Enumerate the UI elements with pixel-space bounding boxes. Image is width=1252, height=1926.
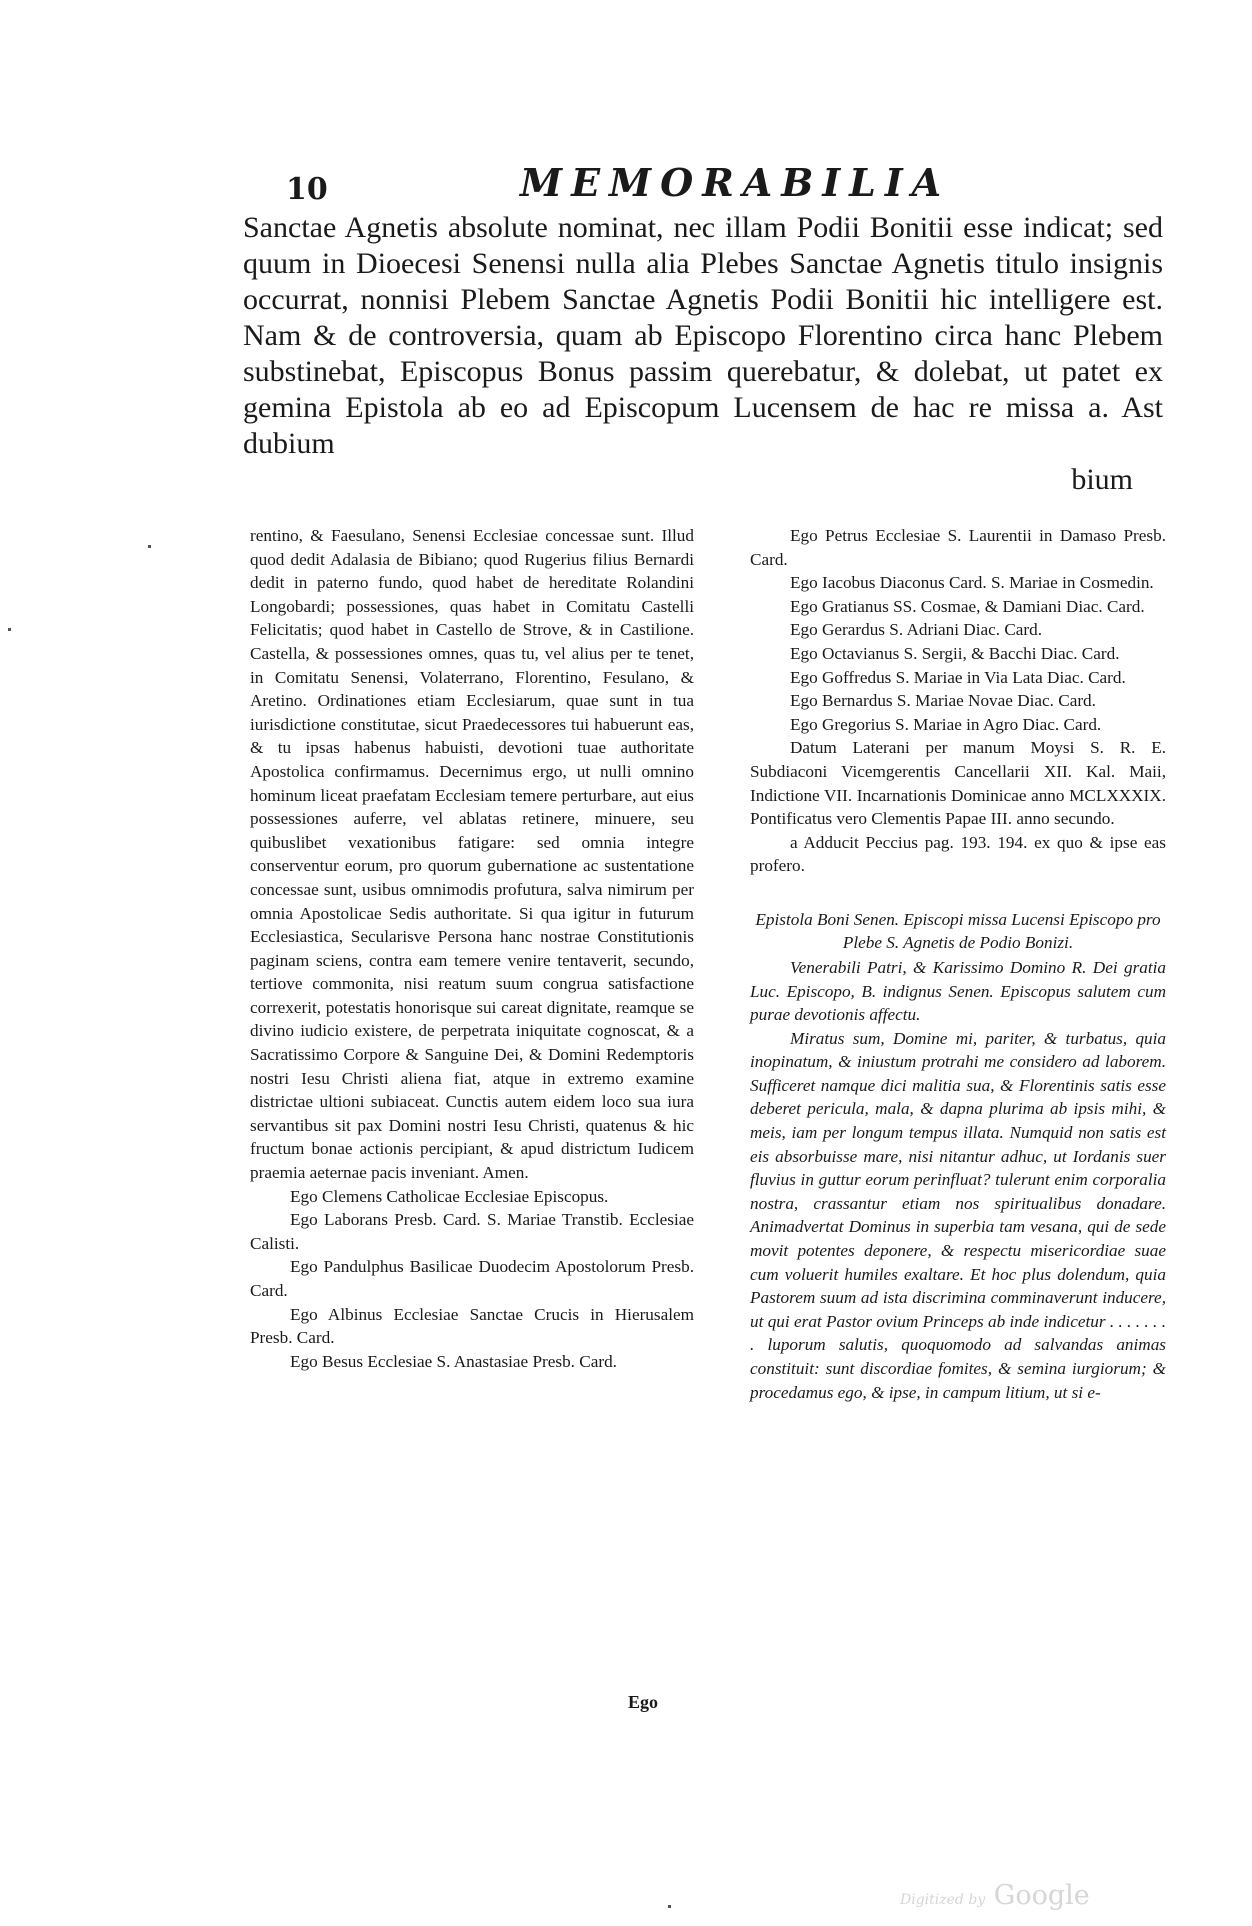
letter-salutation: Venerabili Patri, & Karissimo Domino R. Dei gratia Luc. Episcopo, B. indignus Senen. Episcopus salutem cum purae devotionis affectu. xyxy=(750,957,1166,1025)
signature-line: Ego Gerardus S. Adriani Diac. Card. xyxy=(790,620,1043,640)
signature-line: Ego Iacobus Diaconus Card. S. Mariae in Cosmedin. xyxy=(790,573,1154,593)
signature-line: Ego Pandulphus Basilicae Duodecim Apostolorum Presb. Card. xyxy=(250,1257,694,1300)
letter-body: Miratus sum, Domine mi, pariter, & turbatus, quia inopinatum, & iniustum protrahi me considero ad laborem. Sufficeret namque dici malitia sua, & Florentinis satis esse deberet pericula, mala, & dapna plurima ab ipsis mihi, & meis, iam per longum tempus illata. Numquid non satis est eis absorbuisse mare, nisi nitantur adhuc, ut Iordanis suer fluvius in guttur eorum perinfluat? tulerunt enim corporalia nostra, crassantur etiam nos spiritualibus donadare. Animadvertat Dominus in superbia tam vesana, qui de sede movit potentes deponere, & respectu misericordiae suae cum voluerit humiles exaltare. Et hoc plus dolendum, quia Pastorem suum ad ista discrimina comminaverunt inducere, ut qui erat Pastor ovium Princeps ab inde indicetur . . . . . . . . luporum salutis, quoquomodo ad salvandas animas constituit: sunt discordiae fomites, & semina iurgiorum; & procedamus ego, & ipse, in campum litium, ut si e- xyxy=(750,1028,1166,1402)
page-number: 10 xyxy=(286,172,328,207)
left-column xyxy=(250,524,694,1373)
signature-line: Ego Gratianus SS. Cosmae, & Damiani Diac. Card. xyxy=(790,596,1145,616)
main-paragraph xyxy=(243,210,1163,498)
left-column-catchword: Ego xyxy=(628,1692,659,1712)
watermark-prefix: Digitized by xyxy=(900,1892,986,1908)
scan-speck xyxy=(668,1905,671,1908)
letter-title: Epistola Boni Senen. Episcopi missa Lucensi Episcopo pro Plebe S. Agnetis de Podio Bonizi. xyxy=(755,909,1161,952)
signature-line: Ego Gregorius S. Mariae in Agro Diac. Card. xyxy=(790,714,1102,734)
main-catchword: bium xyxy=(1071,463,1133,496)
main-text-body: Sanctae Agnetis absolute nominat, nec illam Podii Bonitii esse indicat; sed quum in Dioecesi Senensi nulla alia Plebes Sanctae Agnetis titulo insignis occurrat, nonnisi Plebem Sanctae Agnetis Podii Bonitii hic intelligere est. Nam & de controversia, quam ab Episcopo Florentino circa hanc Plebem substinebat, Episcopus Bonus passim querebatur, & dolebat, ut patet ex gemina Epistola ab eo ad Episcopum Lucensem de hac re missa a. Ast dubium xyxy=(243,211,1163,460)
watermark-brand: Google xyxy=(993,1880,1090,1911)
signature-line: Ego Octavianus S. Sergii, & Bacchi Diac. Card. xyxy=(790,643,1120,663)
right-column xyxy=(750,524,1166,1404)
signature-line: Ego Laborans Presb. Card. S. Mariae Transtib. Ecclesiae Calisti. xyxy=(250,1210,694,1253)
signature-line: Ego Petrus Ecclesiae S. Laurentii in Damaso Presb. Card. xyxy=(750,526,1166,569)
scan-speck xyxy=(148,545,151,548)
signature-line: Ego Besus Ecclesiae S. Anastasiae Presb. Card. xyxy=(290,1351,617,1371)
signature-line: Ego Albinus Ecclesiae Sanctae Crucis in Hierusalem Presb. Card. xyxy=(250,1304,694,1348)
digitized-watermark xyxy=(900,1880,1090,1911)
running-title: MEMORABILIA xyxy=(520,160,951,205)
scan-speck xyxy=(8,628,11,631)
signature-line: Ego Goffredus S. Mariae in Via Lata Diac. Card. xyxy=(790,667,1126,687)
signature-line: Ego Clemens Catholicae Ecclesiae Episcopus. xyxy=(290,1186,609,1206)
datum-paragraph: Datum Laterani per manum Moysi S. R. E. Subdiaconi Vicemgerentis Cancellarii XII. Kal. Maii, Indictione VII. Incarnationis Dominicae anno MCLXXXIX. Pontificatus vero Clementis Papae III. anno secundo. xyxy=(750,738,1166,829)
charter-text: rentino, & Faesulano, Senensi Ecclesiae concessae sunt. Illud quod dedit Adalasia de Bibiano; quod Rugerius filius Bernardi dedit in paterno fundo, quod habet de hereditate Rolandini Longobardi; possessiones, quas habet in Comitatu Castelli Felicitatis; quod habet in Castello de Strove, & in Castilione. Castella, & possessiones omnes, quas tu, vel alius per te tenet, in Comitatu Senensi, Volaterrano, Florentino, Fesulano, & Aretino. Ordinationes etiam Ecclesiarum, quae sunt in tua iurisdictione constitutae, sicut Praedecessores tui habuerunt eas, & tu ipsas habenus habuisti, devotioni tuae authoritate Apostolica confirmamus. Decernimus ergo, ut nulli omnino hominum liceat praefatam Ecclesiam temere perturbare, aut eius possessiones auferre, vel ablatas retinere, minuere, seu quibuslibet vexationibus fatigare: sed omnia integre conserventur eorum, pro quorum gubernatione ac sustentatione concessae sunt, usibus omnimodis profutura, salva nimirum per omnia Apostolicae Sedis authoritate. Si qua igitur in futurum Ecclesiastica, Secularisve Persona hanc nostrae Constitutionis paginam sciens, contra eam temere venire tentaverit, secundo, tertiove commonita, nisi reatum suum congrua satisfactione correxerit, potestatis honorisque sui careat dignitate, reamque se divino iudicio existere, de perpetrata iniquitate cognoscat, & a Sacratissimo Corpore & Sanguine Dei, & Domini Redemptoris nostri Iesu Christi aliena fiat, atque in extremo examine districtae ultioni subiaceat. Cunctis autem eidem loco sua iura servantibus sit pax Domini nostri Iesu Christi, quatenus & hic fructum bonae actionis percipiant, & apud districtum Iudicem praemia aeternae pacis inveniant. Amen. xyxy=(250,526,694,1183)
signature-line: Ego Bernardus S. Mariae Novae Diac. Card. xyxy=(790,691,1096,711)
footnote: a Adducit Peccius pag. 193. 194. ex quo & ipse eas profero. xyxy=(750,832,1166,876)
